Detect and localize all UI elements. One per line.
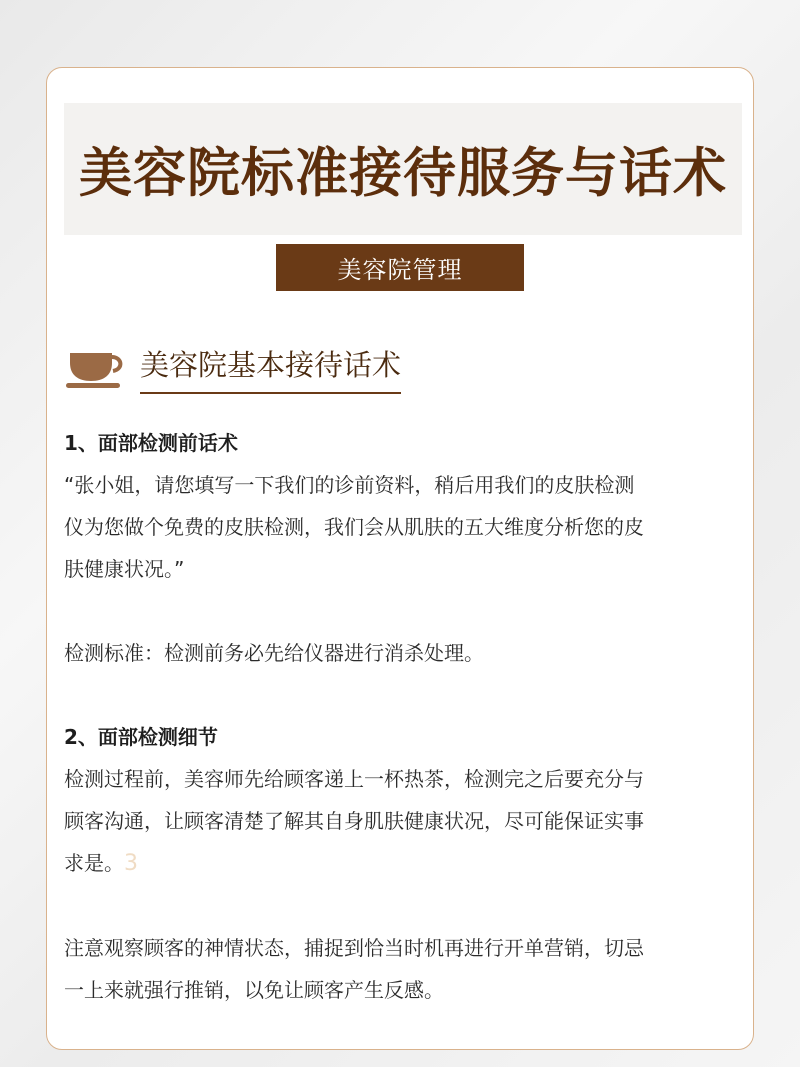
paragraph-line: 肤健康状况。” xyxy=(64,557,185,581)
paragraph-line: “张小姐，请您填写一下我们的诊前资料，稍后用我们的皮肤检测 xyxy=(64,473,635,497)
paragraph-line: 仪为您做个免费的皮肤检测，我们会从肌肤的五大维度分析您的皮 xyxy=(64,515,644,539)
paragraph-line xyxy=(64,842,744,885)
watermark-mark: 3 xyxy=(124,851,138,876)
section-header xyxy=(66,340,401,396)
item-heading: 1、面部检测前话术 xyxy=(64,431,238,455)
paragraph-line: 检测过程前，美容师先给顾客递上一杯热茶，检测完之后要充分与 xyxy=(64,767,644,791)
category-tag: 美容院管理 xyxy=(276,244,524,291)
page-title: 美容院标准接待服务与话术 xyxy=(79,143,727,204)
note-text: 注意观察顾客的神情状态，捕捉到恰当时机再进行开单营销，切忌 xyxy=(64,936,644,960)
paragraph-text: 求是。 xyxy=(64,851,124,875)
paragraph-line: 顾客沟通，让顾客清楚了解其自身肌肤健康状况，尽可能保证实事 xyxy=(64,809,644,833)
title-banner xyxy=(64,103,742,235)
article-body xyxy=(64,422,744,1011)
note-text: 检测标准：检测前务必先给仪器进行消杀处理。 xyxy=(64,641,484,665)
item-heading: 2、面部检测细节 xyxy=(64,725,218,749)
section-title: 美容院基本接待话术 xyxy=(140,343,401,394)
coffee-cup-icon xyxy=(66,345,128,391)
note-text: 一上来就强行推销，以免让顾客产生反感。 xyxy=(64,978,444,1002)
